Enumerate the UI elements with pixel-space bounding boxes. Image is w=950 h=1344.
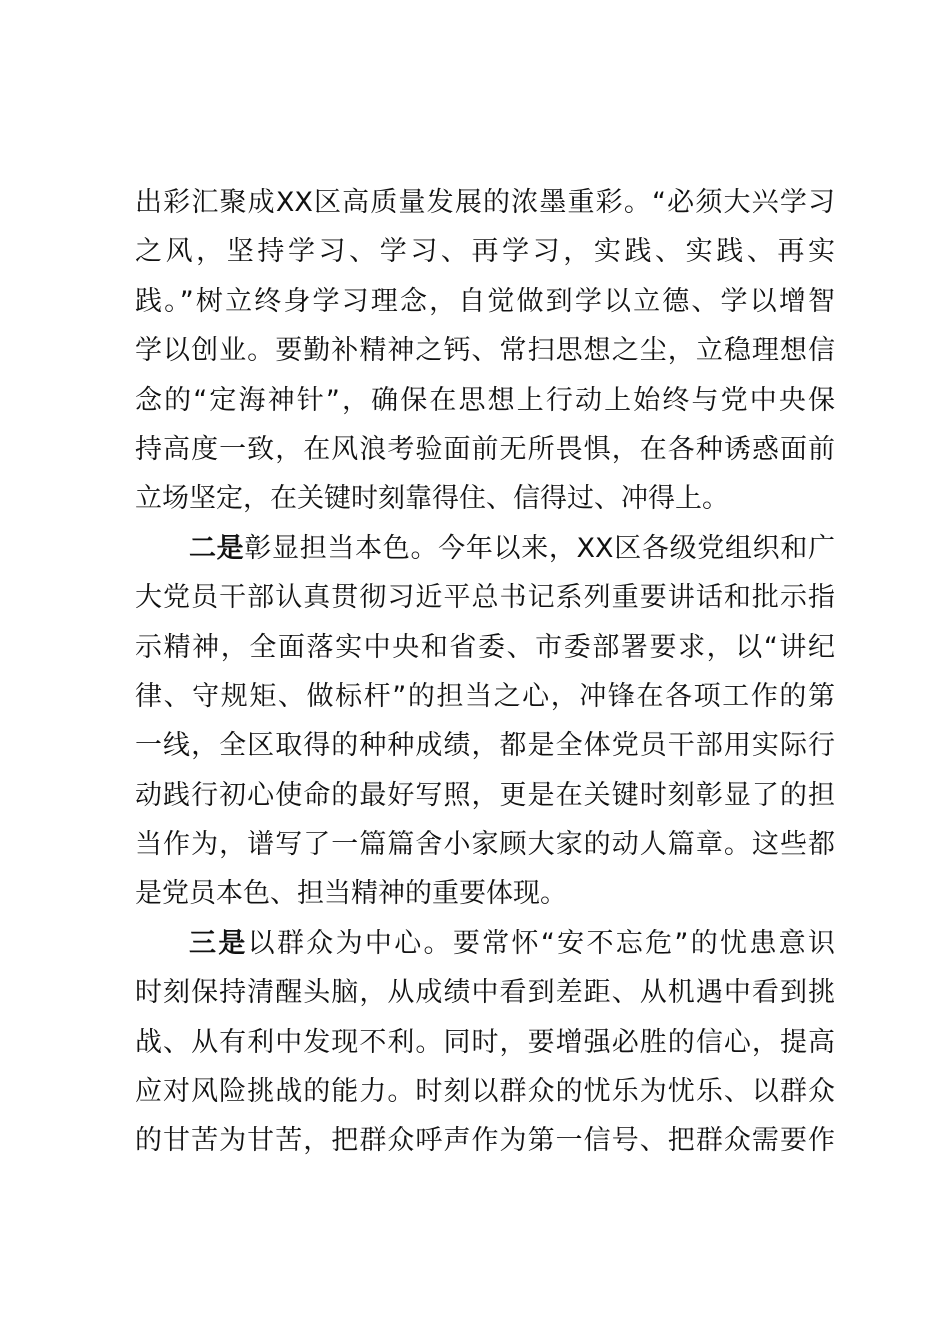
text-line: 应对风险挑战的能力。时刻以群众的忧乐为忧乐、以群众: [135, 1076, 835, 1108]
text-line: 大党员干部认真贯彻习近平总书记系列重要讲话和批示指: [135, 582, 835, 614]
document-body: [135, 178, 835, 1166]
text-line: 战、从有利中发现不利。同时，要增强必胜的信心，提高: [135, 1026, 835, 1058]
text-line: 之风，坚持学习、学习、再学习，实践、实践、再实: [135, 236, 835, 268]
paragraph-first-line: [135, 919, 835, 968]
text-line: 示精神，全面落实中央和省委、市委部署要求，以“讲纪: [135, 631, 835, 663]
text-line: 念的“定海神针”，确保在思想上行动上始终与党中央保: [135, 384, 835, 416]
text-line: 践。”树立终身学习理念，自觉做到学以立德、学以增智: [135, 285, 835, 317]
text-line: 学以创业。要勤补精神之钙、常扫思想之尘，立稳理想信: [135, 335, 835, 367]
text-line: 出彩汇聚成XX区高质量发展的浓墨重彩。“必须大兴学习: [135, 187, 835, 218]
text-line: 一线，全区取得的种种成绩，都是全体党员干部用实际行: [135, 730, 835, 762]
section-lead: 三是: [189, 927, 248, 959]
text-line: 动践行初心使命的最好写照，更是在关键时刻彰显了的担: [135, 779, 835, 811]
text-run: 以群众为中心。要常怀“安不忘危”的忧患意识: [247, 927, 835, 959]
text-line: 持高度一致，在风浪考验面前无所畏惧，在各种诱惑面前: [135, 433, 835, 465]
text-line: 当作为，谱写了一篇篇舍小家顾大家的动人篇章。这些都: [135, 829, 835, 861]
text-line: 立场坚定，在关键时刻靠得住、信得过、冲得上。: [135, 483, 729, 515]
text-line: 是党员本色、担当精神的重要体现。: [135, 878, 567, 910]
paragraph-first-line: [135, 524, 835, 573]
text-run: 彰显担当本色。今年以来，XX区各级党组织和广: [244, 532, 836, 564]
text-line: 的甘苦为甘苦，把群众呼声作为第一信号、把群众需要作: [135, 1125, 835, 1157]
text-line: 时刻保持清醒头脑，从成绩中看到差距、从机遇中看到挑: [135, 977, 835, 1009]
section-lead: 二是: [189, 532, 245, 564]
text-line: 律、守规矩、做标杆”的担当之心，冲锋在各项工作的第: [135, 680, 835, 712]
